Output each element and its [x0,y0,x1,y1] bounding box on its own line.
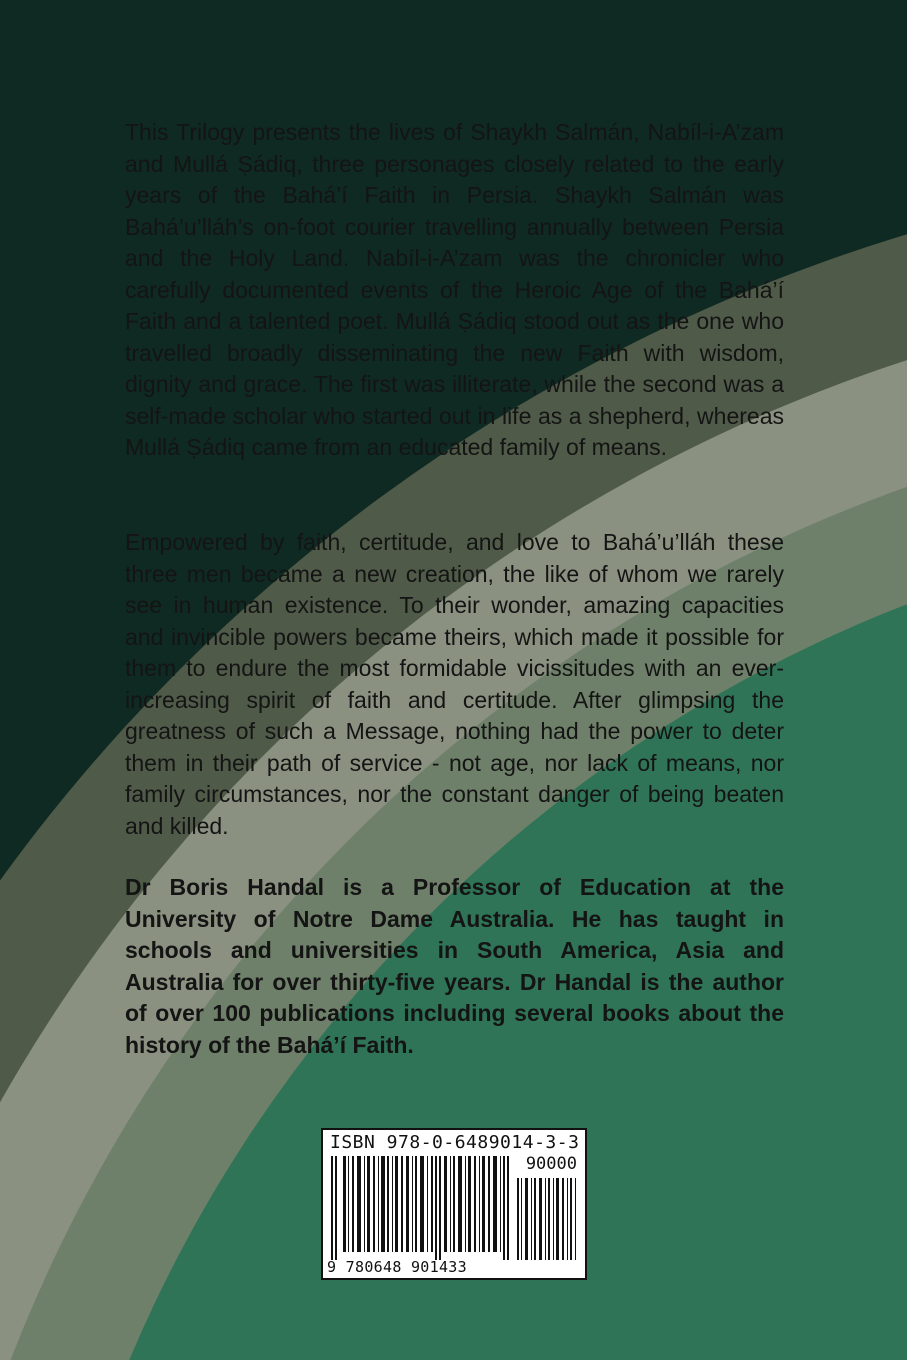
price-code: 90000 [525,1154,577,1174]
summary-paragraph: This Trilogy presents the lives of Shaykh Salmán, Nabíl-i-A’zam and Mullá Ṣádiq, three personages closely related to the early years of the Bahá’í Faith in Persia. Shaykh Salmán was Bahá’u’lláh’s on-foot courier travelling annually between Persia and the Holy Land. Nabíl-i-A’zam was the chronicler who carefully documented events of the Heroic Age of the Bahá’í Faith and a talented poet. Mullá Ṣádiq stood out as the one who travelled broadly disseminating the new Faith with wisdom, dignity and grace. The first was illiterate, while the second was a self-made scholar who started out in life as a shepherd, whereas Mullá Ṣádiq came from an educated family of means. [125,119,784,460]
isbn-label: ISBN 978-0-6489014-3-3 [330,1132,580,1153]
ean-digits: 9 780648 901433 [327,1258,467,1276]
empowered-paragraph: Empowered by faith, certitude, and love to Bahá’u’lláh these three men became a new creation, the like of whom we rarely see in human existence. To their wonder, amazing capacities and invincible powers became theirs, which made it possible for them to endure the most formidable vicissitudes with an ever-increasing spirit of faith and certitude. After glimpsing the greatness of such a Message, nothing had the power to deter them in their path of service - not age, nor lack of means, nor family circumstances, nor the constant danger of being beaten and killed. [125,529,784,839]
isbn-barcode [321,1128,587,1280]
author-bio-paragraph: Dr Boris Handal is a Professor of Education at the University of Notre Dame Australia. He has taught in schools and universities in South America, Asia and Australia for over thirty-five years. Dr Handal is the author of over 100 publications including several books about the history of the Bahá’í Faith. [125,874,784,1058]
